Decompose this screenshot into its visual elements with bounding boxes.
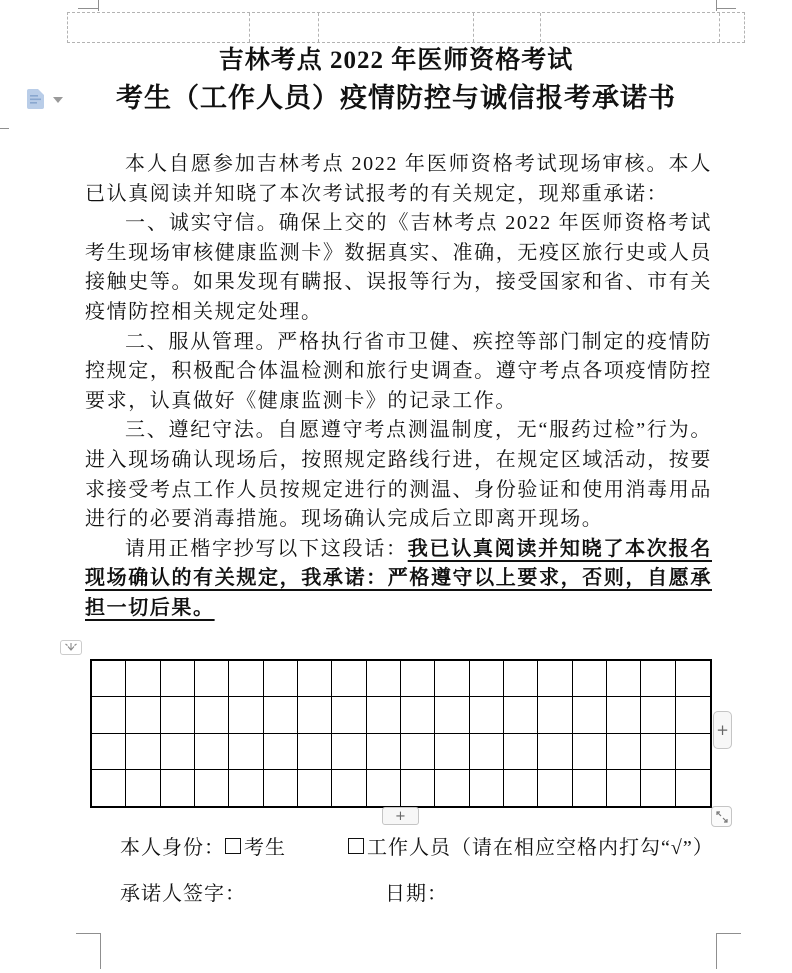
grid-cell[interactable] [332,661,366,697]
grid-cell[interactable] [401,770,435,806]
grid-cell[interactable] [264,697,298,733]
handwriting-grid [90,659,712,808]
grid-cell[interactable] [92,661,126,697]
grid-cell[interactable] [641,770,675,806]
grid-cell[interactable] [229,734,263,770]
crop-mark-top-left [78,8,98,9]
crop-mark-bottom-right [716,933,717,969]
identity-option-staff-label: 工作人员 [367,837,451,859]
grid-cell[interactable] [264,770,298,806]
grid-cell[interactable] [195,661,229,697]
grid-cell[interactable] [92,770,126,806]
add-row-button[interactable]: + [382,807,419,825]
identity-option-examinee-label: 考生 [244,837,286,859]
grid-cell[interactable] [332,734,366,770]
paragraph-tool-icon[interactable] [27,89,44,109]
paragraph-clause-1: 一、诚实守信。确保上交的《吉林考点 2022 年医师资格考试考生现场审核健康监测卡》数据真实、准确，无疫区旅行史或人员接触史等。如果发现有瞒报、误报等行为，接受国家和省、市有关疫情防控相关规定处理。 [85,212,712,323]
grid-cell[interactable] [676,697,710,733]
grid-cell[interactable] [126,661,160,697]
grid-cell[interactable] [470,661,504,697]
grid-cell[interactable] [92,734,126,770]
gridline-cell [474,13,541,42]
grid-cell[interactable] [161,734,195,770]
grid-cell[interactable] [264,661,298,697]
down-arrow-marker-icon[interactable] [60,640,82,655]
identity-option-staff [348,831,451,860]
grid-cell[interactable] [470,770,504,806]
gridline-cell [319,13,474,42]
grid-cell[interactable] [607,770,641,806]
margin-tick [0,128,9,129]
grid-cell[interactable] [607,661,641,697]
paragraph-clause-3: 三、遵纪守法。自愿遵守考点测温制度，无“服药过检”行为。进入现场确认现场后，按照规定路线行进，在规定区域活动，按要求接受考点工作人员按规定进行的测温、身份验证和使用消毒用品进行的必要消毒措施。现场确认完成后立即离开现场。 [85,419,712,531]
title-line-2: 考生（工作人员）疫情防控与诚信报考承诺书 [116,83,676,113]
crop-mark-top-right [716,0,717,11]
hidden-table-gridlines [67,12,745,43]
crop-mark-top-left [98,0,99,11]
grid-cell[interactable] [195,697,229,733]
grid-cell[interactable] [470,734,504,770]
grid-cell[interactable] [504,770,538,806]
grid-cell[interactable] [435,697,469,733]
identity-label: 本人身份： [120,837,225,859]
grid-cell[interactable] [92,697,126,733]
grid-cell[interactable] [195,770,229,806]
paragraph-clause-2: 二、服从管理。严格执行省市卫健、疾控等部门制定的疫情防控规定，积极配合体温检测和旅行史调查。遵守考点各项疫情防控要求，认真做好《健康监测卡》的记录工作。 [85,330,712,412]
grid-cell[interactable] [161,770,195,806]
add-column-button[interactable]: + [713,711,732,749]
crop-mark-bottom-left [100,933,101,969]
grid-cell[interactable] [641,697,675,733]
checkbox-staff[interactable] [348,838,364,854]
checkbox-examinee[interactable] [225,838,241,854]
grid-cell[interactable] [161,697,195,733]
grid-cell[interactable] [126,734,160,770]
copy-sentence: 我已认真阅读并知晓了本次报名现场确认的有关规定，我承诺：严格遵守以上要求，否则，自愿承担一切后果。 [85,537,712,619]
grid-cell[interactable] [298,734,332,770]
grid-cell[interactable] [470,697,504,733]
grid-cell[interactable] [401,661,435,697]
grid-cell[interactable] [538,770,572,806]
paragraph-intro: 本人自愿参加吉林考点 2022 年医师资格考试现场审核。本人已认真阅读并知晓了本次考试报考的有关规定，现郑重承诺： [85,153,712,205]
gridline-cell [250,13,319,42]
crop-mark-top-right [716,8,736,9]
grid-cell[interactable] [126,697,160,733]
grid-cell[interactable] [538,734,572,770]
grid-cell[interactable] [641,734,675,770]
grid-cell[interactable] [332,770,366,806]
grid-cell[interactable] [435,661,469,697]
grid-cell[interactable] [538,661,572,697]
grid-cell[interactable] [573,770,607,806]
table-resize-handle[interactable] [711,806,732,827]
grid-cell[interactable] [126,770,160,806]
grid-cell[interactable] [229,770,263,806]
grid-cell[interactable] [504,661,538,697]
gridline-cell [68,13,250,42]
gridline-cell [720,13,744,42]
grid-cell[interactable] [264,734,298,770]
grid-cell[interactable] [332,697,366,733]
identity-option-examinee [225,831,286,860]
grid-cell[interactable] [607,697,641,733]
grid-cell[interactable] [435,770,469,806]
grid-cell[interactable] [538,697,572,733]
grid-cell[interactable] [401,734,435,770]
grid-cell[interactable] [195,734,229,770]
grid-cell[interactable] [676,770,710,806]
grid-cell[interactable] [298,661,332,697]
grid-cell[interactable] [676,734,710,770]
paragraph-copy-instruction [85,535,712,624]
grid-cell[interactable] [298,770,332,806]
signature-label: 承诺人签字： [120,883,246,905]
crop-mark-bottom-right [716,933,741,934]
identity-note: （请在相应空格内打勾“√”） [451,837,714,859]
grid-cell[interactable] [435,734,469,770]
grid-cell[interactable] [504,734,538,770]
grid-cell[interactable] [573,661,607,697]
chevron-down-icon[interactable] [53,97,63,103]
document-body [85,150,712,624]
copy-instruction-prefix: 请用正楷字抄写以下这段话： [125,537,408,560]
grid-cell[interactable] [298,697,332,733]
grid-cell[interactable] [573,734,607,770]
diagonal-resize-icon [715,810,729,824]
grid-cell[interactable] [161,661,195,697]
date-label: 日期： [385,883,448,905]
identity-row [120,831,714,860]
grid-cell[interactable] [229,661,263,697]
crop-mark-bottom-left [76,933,100,934]
grid-cell[interactable] [607,734,641,770]
grid-cell[interactable] [504,697,538,733]
grid-cell[interactable] [367,770,401,806]
grid-cell[interactable] [401,697,435,733]
grid-cell[interactable] [367,661,401,697]
grid-cell[interactable] [367,697,401,733]
grid-cell[interactable] [641,661,675,697]
grid-cell[interactable] [367,734,401,770]
gridline-cell [541,13,720,42]
document-title [70,44,722,118]
title-line-1: 吉林考点 2022 年医师资格考试 [218,47,574,74]
grid-cell[interactable] [229,697,263,733]
grid-cell[interactable] [676,661,710,697]
grid-cell[interactable] [573,697,607,733]
